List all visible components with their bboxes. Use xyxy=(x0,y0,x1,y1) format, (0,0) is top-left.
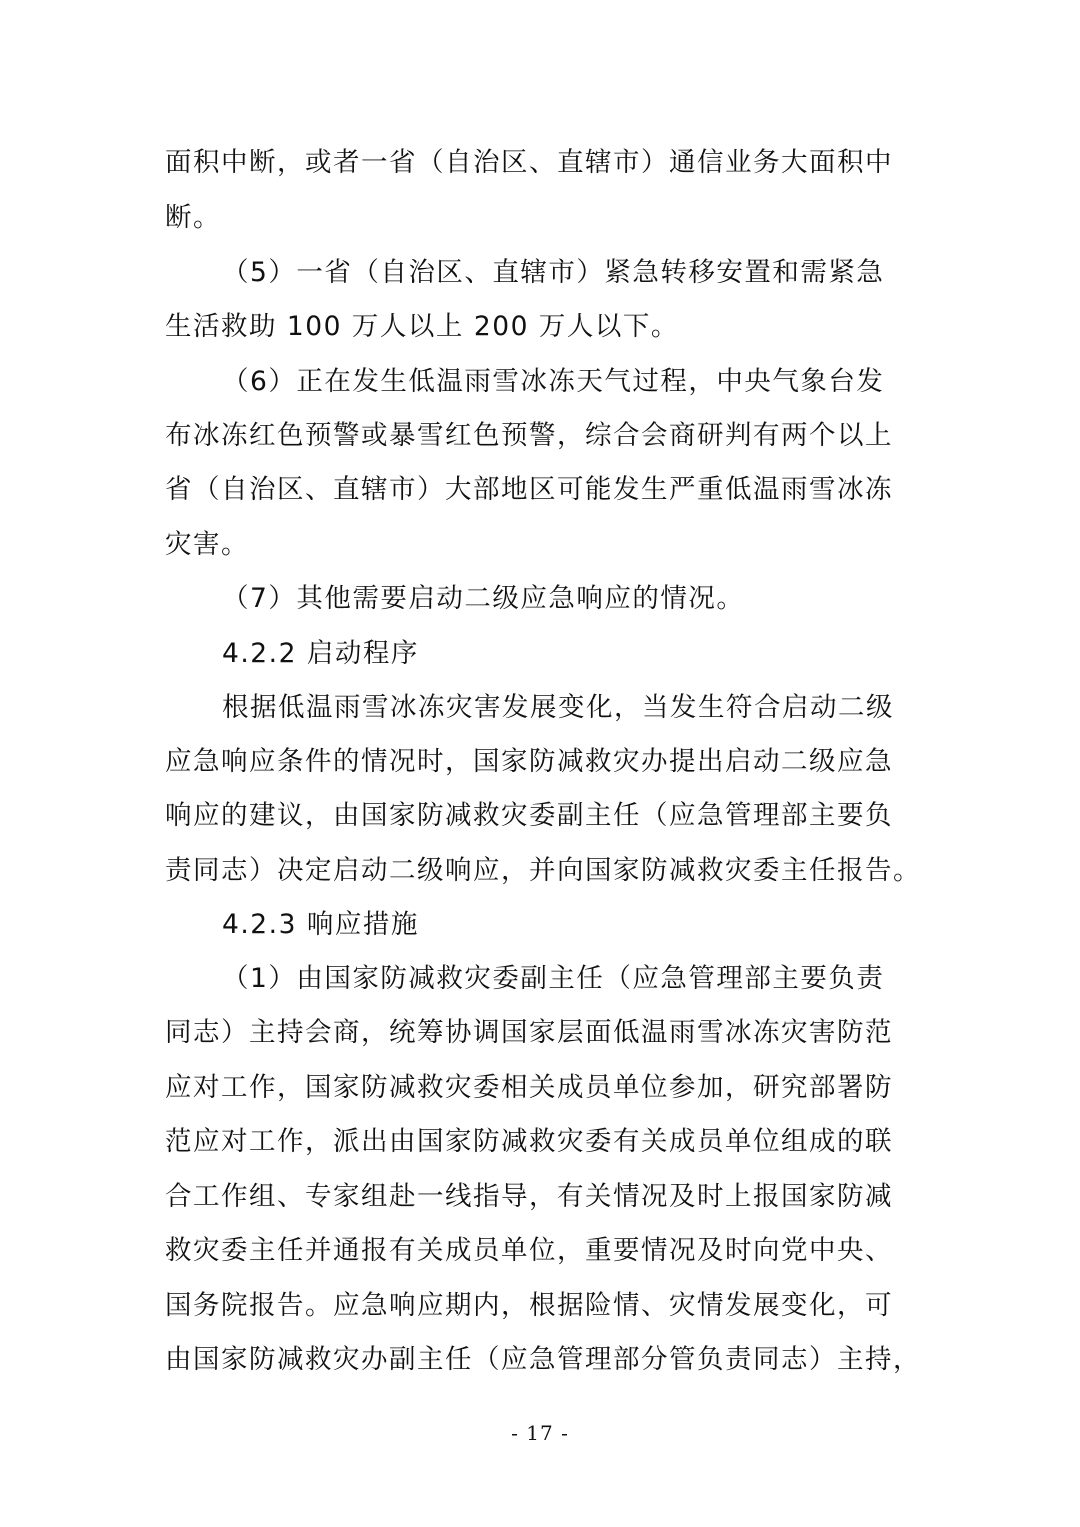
text-line: 生活救助 100 万人以上 200 万人以下。 xyxy=(165,311,679,342)
list-item-line: （7）其他需要启动二级应急响应的情况。 xyxy=(222,583,745,614)
text-line: 由国家防减救灾办副主任（应急管理部分管负责同志）主持， xyxy=(165,1344,921,1375)
text-line: 响应的建议，由国家防减救灾委副主任（应急管理部主要负 xyxy=(165,800,893,831)
text-line: 范应对工作，派出由国家防减救灾委有关成员单位组成的联 xyxy=(165,1126,893,1157)
text-line: 面积中断，或者一省（自治区、直辖市）通信业务大面积中 xyxy=(165,147,893,178)
text-line: 国务院报告。应急响应期内，根据险情、灾情发展变化，可 xyxy=(165,1290,893,1321)
section-heading: 4.2.3 响应措施 xyxy=(222,909,419,940)
text-line: 合工作组、专家组赴一线指导，有关情况及时上报国家防减 xyxy=(165,1181,893,1212)
text-line: 省（自治区、直辖市）大部地区可能发生严重低温雨雪冰冻 xyxy=(165,474,893,505)
list-item-line: （6）正在发生低温雨雪冰冻天气过程，中央气象台发 xyxy=(222,366,885,397)
text-line: 应急响应条件的情况时，国家防减救灾办提出启动二级应急 xyxy=(165,746,893,777)
section-heading: 4.2.2 启动程序 xyxy=(222,638,419,669)
text-line: 救灾委主任并通报有关成员单位，重要情况及时向党中央、 xyxy=(165,1235,893,1266)
list-item-line: （1）由国家防减救灾委副主任（应急管理部主要负责 xyxy=(222,963,885,994)
text-line: 同志）主持会商，统筹协调国家层面低温雨雪冰冻灾害防范 xyxy=(165,1017,893,1048)
paragraph-line: 根据低温雨雪冰冻灾害发展变化，当发生符合启动二级 xyxy=(222,692,894,723)
text-line: 灾害。 xyxy=(165,529,249,560)
page-number: - 17 - xyxy=(511,1421,569,1445)
text-line: 断。 xyxy=(165,202,221,233)
text-line: 责同志）决定启动二级响应，并向国家防减救灾委主任报告。 xyxy=(165,855,921,886)
text-line: 布冰冻红色预警或暴雪红色预警，综合会商研判有两个以上 xyxy=(165,420,893,451)
text-line: 应对工作，国家防减救灾委相关成员单位参加，研究部署防 xyxy=(165,1072,893,1103)
list-item-line: （5）一省（自治区、直辖市）紧急转移安置和需紧急 xyxy=(222,257,885,288)
